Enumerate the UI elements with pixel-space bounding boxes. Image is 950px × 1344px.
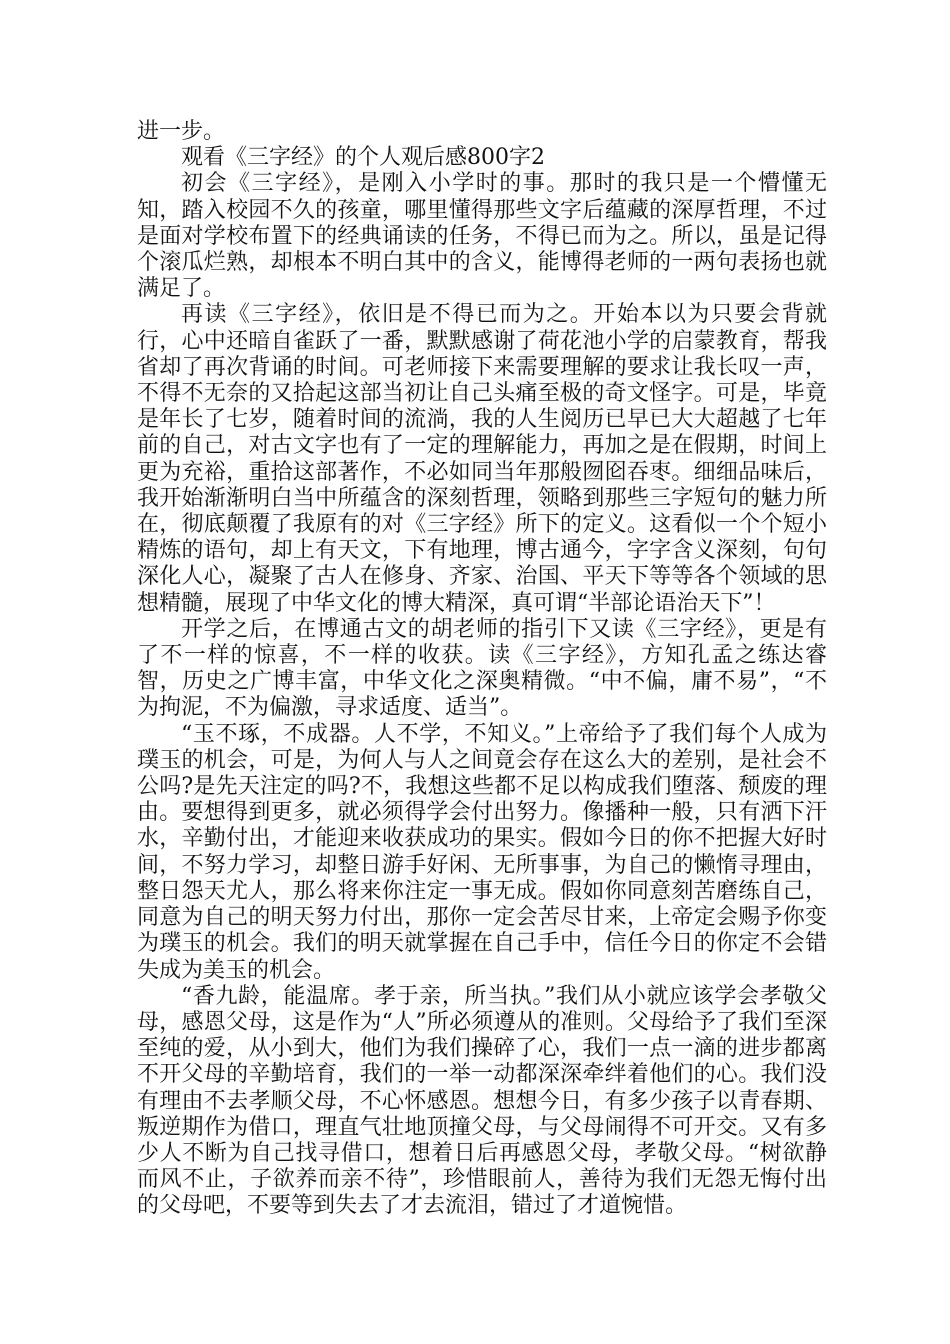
essay-title: 观看《三字经》的个人观后感800字2 — [181, 145, 545, 171]
paragraph-continuation: 进一步。 — [137, 119, 226, 144]
paragraph-first-reading: 初会《三字经》，是刚入小学时的事。那时的我只是一个懵懂无知，踏入校园不久的孩童，哪里懂得那些文字后蕴藏的深厚哲理，不过是面对学校布置下的经典诵读的任务，不得已而为之。所以，虽是记得个滚瓜烂熟，却根本不明白其中的含义，能博得老师的一两句表扬也就满足了。 — [137, 171, 827, 302]
paragraph-filial-quote: “香九龄，能温席。孝于亲，所当执。”我们从小就应该学会孝敬父母，感恩父母，这是作为“人”所必须遵从的准则。父母给予了我们至深至纯的爱，从小到大，他们为我们操碎了心，我们一点一滴的进步都离不开父母的辛勤培育，我们的一举一动都深深牵绊着他们的心。我们没有理由不去孝顺父母，不心怀感恩。想想今日，有多少孩子以青春期、叛逆期作为借口，理直气壮地顶撞父母，与父母闹得不可开交。又有多少人不断为自己找寻借口，想着日后再感恩父母，孝敬父母。“树欲静而风不止，子欲养而亲不待”，珍惜眼前人，善待为我们无怨无悔付出的父母吧，不要等到失去了才去流泪，错过了才道惋惜。 — [137, 983, 827, 1219]
document-body — [137, 119, 827, 1220]
paragraph-after-school-start: 开学之后，在博通古文的胡老师的指引下又读《三字经》，更是有了不一样的惊喜，不一样的收获。读《三字经》，方知孔孟之练达睿智，历史之广博丰富，中华文化之深奥精微。“中不偏，庸不易”，“不为拘泥，不为偏激，寻求适度、适当”。 — [137, 616, 827, 721]
paragraph-second-reading: 再读《三字经》，依旧是不得已而为之。开始本以为只要会背就行，心中还暗自雀跃了一番，默默感谢了荷花池小学的启蒙教育，帮我省却了再次背诵的时间。可老师接下来需要理解的要求让我长叹一声，不得不无奈的又拾起这部当初让自己头痛至极的奇文怪字。可是，毕竟是年长了七岁，随着时间的流淌，我的人生阅历已早已大大超越了七年前的自己，对古文字也有了一定的理解能力，再加之是在假期，时间上更为充裕，重拾这部著作，不必如同当年那般囫囵吞枣。细细品味后，我开始渐渐明白当中所蕴含的深刻哲理，领略到那些三字短句的魅力所在，彻底颠覆了我原有的对《三字经》所下的定义。这看似一个个短小精炼的语句，却上有天文，下有地理，博古通今，字字含义深刻，句句深化人心，凝聚了古人在修身、齐家、治国、平天下等等各个领域的思想精髓，展现了中华文化的博大精深，真可谓“半部论语治天下”！ — [137, 302, 827, 616]
paragraph-jade-quote: “玉不琢，不成器。人不学，不知义。”上帝给予了我们每个人成为璞玉的机会，可是，为何人与人之间竟会存在这么大的差别，是社会不公吗?是先天注定的吗?不，我想这些都不足以构成我们堕落、颓废的理由。要想得到更多，就必须得学会付出努力。像播种一般，只有洒下汗水，辛勤付出，才能迎来收获成功的果实。假如今日的你不把握大好时间，不努力学习，却整日游手好闲、无所事事，为自己的懒惰寻理由，整日怨天尤人，那么将来你注定一事无成。假如你同意刻苦磨练自己，同意为自己的明天努力付出，那你一定会苦尽甘来，上帝定会赐予你变为璞玉的机会。我们的明天就掌握在自己手中，信任今日的你定不会错失成为美玉的机会。 — [137, 721, 827, 983]
